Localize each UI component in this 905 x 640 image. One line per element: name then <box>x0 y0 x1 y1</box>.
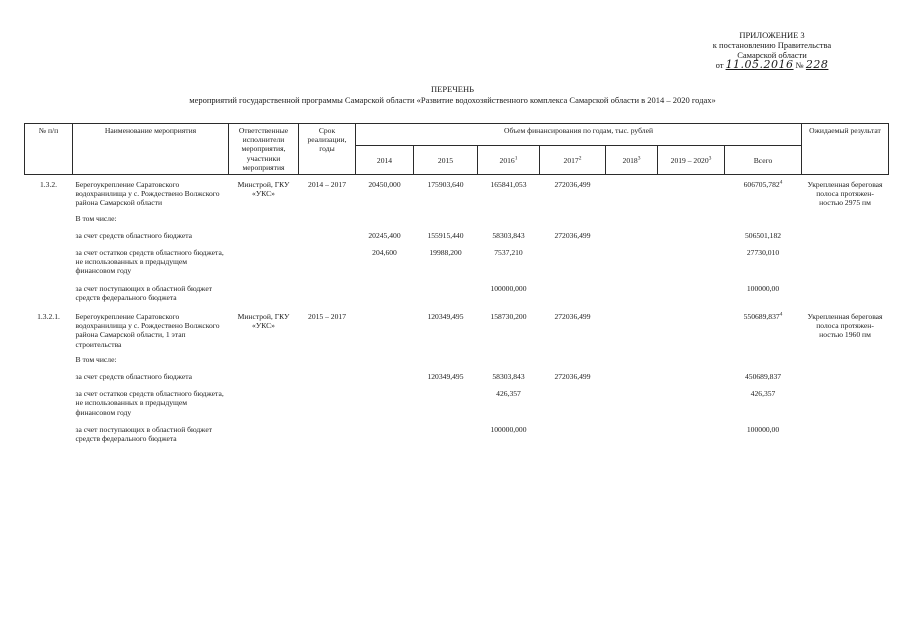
sub-2016: 58303,843 <box>492 372 525 382</box>
header-2016: 2016$^1$ <box>478 146 540 175</box>
sub-total: 100000,00 <box>746 283 780 293</box>
sub-2014 <box>356 366 414 383</box>
table-header-row <box>25 124 889 146</box>
header-2014: 2014 <box>356 146 414 175</box>
number-prefix: № <box>795 60 804 70</box>
row-2015: 175903,640 <box>427 180 464 190</box>
sub-total: 426,357 <box>750 389 776 399</box>
sub-2014 <box>356 278 414 304</box>
row-2017: 272036,499 <box>554 312 591 322</box>
row-name: Берегоукрепление Саратовского водохранилища у с. Рождествено Волжского района Самарской области, 1 этап строительства В том числе: <box>73 310 229 366</box>
measures-table <box>24 123 889 445</box>
sub-name: за счет средств областного бюджета <box>75 230 192 240</box>
date-prefix: от <box>715 60 724 70</box>
handwritten-number: 228 <box>805 58 829 71</box>
sub-total: 506501,182 <box>744 230 782 240</box>
sub-total: 450689,837 <box>744 372 782 382</box>
row-num: 1.3.2.1. <box>37 312 60 322</box>
title-subheading: мероприятий государственной программы Самарской области «Развитие водохозяйственного комплекса Самарской области в 2014 – 2020 годах» <box>189 95 716 105</box>
row-2018 <box>606 310 658 366</box>
sub-2015: 120349,495 <box>427 372 464 382</box>
table-row <box>25 242 889 278</box>
header-2018: 2018$^3$ <box>606 146 658 175</box>
sub-2015 <box>414 419 478 445</box>
row-result: Укрепленная береговая полоса протяжен-ностью 1960 пм <box>807 312 883 340</box>
header-2019-2020: 2019 – 2020$^3$ <box>658 146 725 175</box>
header-2017: 2017$^2$ <box>540 146 606 175</box>
sub-2017 <box>540 383 606 419</box>
sub-2015 <box>414 383 478 419</box>
sub-name: за счет остатков средств областного бюджета, не использованных в предыдущем финансовом году <box>75 248 224 276</box>
table-row <box>25 175 889 225</box>
sub-total: 100000,00 <box>746 424 780 434</box>
table-row <box>25 225 889 242</box>
header-result: Ожидаемый результат <box>802 124 889 175</box>
sub-2014: 20245,400 <box>368 230 401 240</box>
row-term: 2015 – 2017 <box>308 312 346 322</box>
sub-2015: 155915,440 <box>427 230 464 240</box>
header-2015: 2015 <box>414 146 478 175</box>
sub-name: за счет поступающих в областной бюджет средств федерального бюджета <box>75 283 213 302</box>
sub-2014 <box>356 419 414 445</box>
table-row <box>25 310 889 366</box>
sub-2015 <box>414 278 478 304</box>
row-num: 1.3.2. <box>39 180 58 190</box>
row-2016: 158730,200 <box>490 312 527 322</box>
row-responsible: Минстрой, ГКУ «УКС» <box>237 180 290 199</box>
row-result: Укрепленная береговая полоса протяжен-ностью 2975 пм <box>807 180 883 208</box>
sub-2017 <box>540 419 606 445</box>
row-2014 <box>356 310 414 366</box>
sub-name: за счет остатков средств областного бюджета, не использованных в предыдущем финансовом году <box>75 389 224 417</box>
document-title <box>0 84 905 106</box>
title-heading: ПЕРЕЧЕНЬ <box>431 84 474 94</box>
sub-2017 <box>540 278 606 304</box>
appendix-region-line: Самарской области <box>737 50 807 60</box>
row-name: Берегоукрепление Саратовского водохранилища у с. Рождествено Волжского района Самарской области В том числе: <box>73 175 229 225</box>
sub-2015: 19988,200 <box>429 248 462 258</box>
table-row <box>25 383 889 419</box>
row-total: 550689,837$^4$ <box>743 311 783 322</box>
sub-2014 <box>356 383 414 419</box>
handwritten-date: 11.05.2016 <box>725 58 794 71</box>
table-row <box>25 366 889 383</box>
appendix-date-line <box>687 60 857 70</box>
sub-2017: 272036,499 <box>554 372 591 382</box>
row-2019-2020 <box>658 310 725 366</box>
row-2018 <box>606 175 658 225</box>
row-2015: 120349,495 <box>427 312 464 322</box>
sub-2016: 100000,000 <box>490 283 527 293</box>
sub-2016: 7537,210 <box>494 248 523 258</box>
sub-2017 <box>540 242 606 278</box>
appendix-title: ПРИЛОЖЕНИЕ 3 <box>739 30 805 40</box>
sub-2016: 58303,843 <box>492 230 525 240</box>
row-2014: 20450,000 <box>368 180 401 190</box>
appendix-block <box>687 30 857 70</box>
header-funding: Объем финансирования по годам, тыс. рублей <box>356 124 802 146</box>
sub-2014: 204,600 <box>372 248 397 258</box>
sub-2016: 426,357 <box>496 389 521 399</box>
row-2016: 165841,053 <box>490 180 527 190</box>
sub-2016: 100000,000 <box>490 424 527 434</box>
header-term: Срок реализации, годы <box>299 124 356 175</box>
sub-2017: 272036,499 <box>554 230 591 240</box>
row-2017: 272036,499 <box>554 180 591 190</box>
sub-name: за счет поступающих в областной бюджет средств федерального бюджета <box>75 424 213 444</box>
sub-name: за счет средств областного бюджета <box>75 372 192 382</box>
table-row <box>25 278 889 304</box>
header-responsible: Ответственные исполнители мероприятия, участники мероприятия <box>229 124 299 175</box>
including-label: В том числе: <box>75 354 117 364</box>
header-total: Всего <box>725 146 802 175</box>
row-responsible: Минстрой, ГКУ «УКС» <box>237 312 290 331</box>
appendix-decree-line: к постановлению Правительства <box>712 40 832 50</box>
sub-total: 27730,010 <box>746 248 780 258</box>
header-name: Наименование мероприятия <box>73 124 229 175</box>
including-label: В том числе: <box>75 213 117 223</box>
row-2019-2020 <box>658 175 725 225</box>
row-term: 2014 – 2017 <box>308 180 346 190</box>
table-row <box>25 419 889 445</box>
header-num: № п/п <box>25 124 73 175</box>
row-total: 606705,782$^4$ <box>743 179 783 190</box>
